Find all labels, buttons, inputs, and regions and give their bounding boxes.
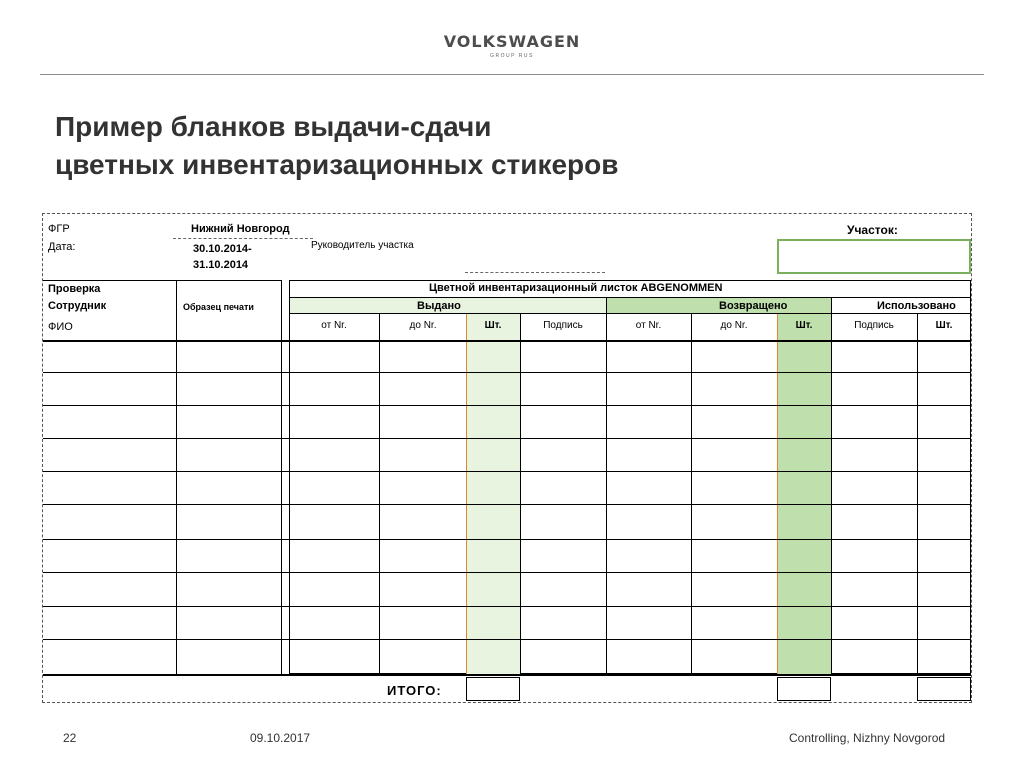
col-used-qty: Шт. (935, 320, 953, 331)
left-top-line (43, 280, 281, 281)
fgr-value: Нижний Новгород (191, 223, 290, 235)
sheet-title: Цветной инвентаризационный листок ABGENOMMEN (429, 282, 723, 294)
supervisor-signature-line (465, 272, 605, 273)
supervisor-label: Руководитель участка (311, 240, 414, 251)
section-input-box[interactable] (777, 239, 971, 274)
fgr-underline (173, 238, 313, 239)
brand-name: VOLKSWAGEN (443, 32, 581, 51)
col-line (831, 298, 832, 674)
table-row-line (43, 471, 971, 472)
col-line (520, 314, 521, 674)
date-value-2: 31.10.2014 (193, 259, 249, 271)
section-label: Участок: (847, 223, 898, 237)
col-issued-qty: Шт. (484, 320, 502, 331)
fio-label: ФИО (48, 321, 73, 333)
col-returned-to: до Nr. (720, 320, 748, 331)
header-rule (40, 74, 984, 75)
col-line (777, 314, 778, 674)
slide-title-line-2: цветных инвентаризационных стикеров (55, 149, 619, 180)
date-label: Дата: (48, 241, 76, 253)
footer-org: Controlling, Nizhny Novgorod (789, 731, 946, 745)
col-returned-signature: Подпись (854, 320, 894, 331)
table-row-line (43, 504, 971, 505)
brand-logo (0, 32, 1024, 59)
returned-total-box[interactable] (777, 677, 831, 701)
issued-qty-column (466, 314, 520, 674)
table-row-line (43, 572, 971, 573)
returned-qty-column (777, 314, 831, 674)
col-line (466, 314, 467, 674)
col-issued-signature: Подпись (543, 320, 583, 331)
issued-total-box[interactable] (466, 677, 520, 701)
col-line (379, 314, 380, 674)
check-label: Проверка (48, 283, 101, 295)
date-value-1: 30.10.2014- (193, 243, 252, 255)
table-bottom-line (43, 674, 971, 676)
fgr-label: ФГР (48, 223, 70, 235)
col-returned-from: от Nr. (635, 320, 662, 331)
group-header-underline (289, 313, 971, 314)
sticker-form (42, 213, 972, 703)
col-line (606, 298, 607, 674)
table-row-line (43, 539, 971, 540)
table-row-line (43, 606, 971, 607)
table-row-line (43, 405, 971, 406)
stamp-label: Образец печати (183, 302, 254, 312)
col-line (691, 314, 692, 674)
col-issued-to: до Nr. (409, 320, 437, 331)
brand-sub: GROUP RUS (490, 53, 534, 59)
total-label: ИТОГО: (387, 683, 442, 698)
used-total-box[interactable] (917, 677, 971, 701)
slide-title (55, 108, 618, 184)
table-row-line (43, 438, 971, 439)
table-row-line (43, 639, 971, 640)
col-issued-from: от Nr. (321, 320, 347, 331)
employee-label: Сотрудник (48, 300, 107, 312)
col-line (917, 314, 918, 674)
page-number: 22 (63, 731, 77, 745)
table-row-line (43, 372, 971, 373)
issued-label: Выдано (417, 300, 461, 312)
used-label: Использовано (877, 300, 956, 312)
returned-label: Возвращено (719, 300, 788, 312)
table-header-bottom (43, 340, 971, 342)
slide-title-line-1: Пример бланков выдачи-сдачи (55, 111, 492, 142)
col-returned-qty: Шт. (795, 320, 813, 331)
footer-date: 09.10.2017 (250, 731, 311, 745)
